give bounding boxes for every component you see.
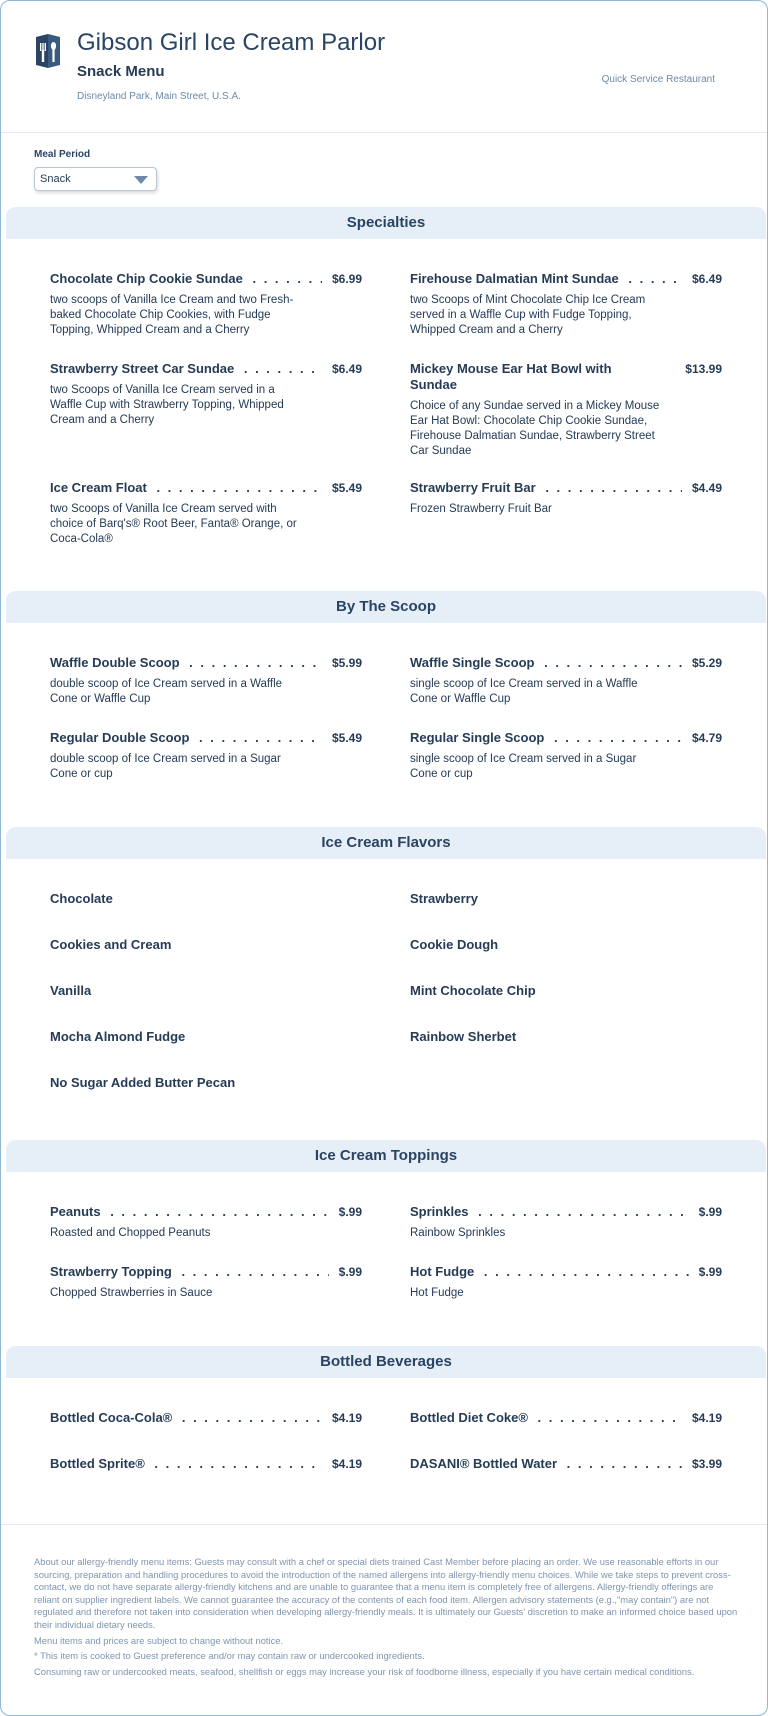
menu-type-title: Snack Menu (77, 63, 165, 80)
restaurant-location: Disneyland Park, Main Street, U.S.A. (77, 91, 241, 102)
menu-item (50, 1204, 362, 1241)
menu-item-description: Choice of any Sundae served in a Mickey Mouse Ear Hat Bowl: Chocolate Chip Cookie Sundae, Firehouse Dalmatian Sundae, Strawberry Street Car Sundae (410, 400, 660, 457)
menu-item-name: DASANI® Bottled Water (410, 1456, 561, 1471)
menu-item-price: $3.99 (691, 1457, 722, 1471)
menu-item-price: $4.79 (691, 731, 722, 745)
menu-item-description: single scoop of Ice Cream served in a Waffle Cone or Waffle Cup (410, 678, 638, 705)
meal-period-select[interactable] (34, 167, 157, 191)
menu-item-price: $5.99 (331, 656, 362, 670)
menu-item-price: $13.99 (685, 362, 722, 376)
menu-item-price: $.99 (698, 1265, 722, 1279)
meal-period-label: Meal Period (34, 149, 91, 160)
flavor-item: Mocha Almond Fudge (50, 1029, 186, 1044)
menu-item (50, 480, 362, 547)
menu-item-price: $4.19 (691, 1411, 722, 1425)
chevron-down-icon (134, 176, 148, 184)
menu-item-description: two Scoops of Mint Chocolate Chip Ice Cream served in a Waffle Cup with Fudge Topping, Whipped Cream and a Cherry (410, 294, 646, 336)
footer-divider (1, 1524, 767, 1525)
flavor-item: Vanilla (50, 983, 92, 998)
menu-item-price: $.99 (698, 1205, 722, 1219)
menu-item-name: Chocolate Chip Cookie Sundae (50, 271, 247, 286)
menu-item (50, 730, 362, 782)
menu-item-name: Waffle Single Scoop (410, 655, 538, 670)
menu-item-name: Hot Fudge (410, 1264, 478, 1279)
menu-item-name: Waffle Double Scoop (50, 655, 184, 670)
menu-item (50, 361, 362, 428)
menu-item-price: $4.19 (331, 1411, 362, 1425)
menu-item-name: Regular Single Scoop (410, 730, 548, 745)
menu-item (50, 1264, 362, 1301)
allergy-note: About our allergy-friendly menu items: Guests may consult with a chef or special diets trained Cast Member before placing an order. We use reasonable efforts in our sourcing, preparation and handling procedures to avoid the introduction of the named allergens into allergy-friendly menu choices. While we take steps to prevent cross-contact, we do not have separate allergy-friendly kitchens and are unable to guarantee that a menu item is completely free of allergens. Allergy-friendly offerings are reliant on supplier ingredient labels. We cannot guarantee the accuracy of the contents of each food item. Allergen advisory statements (e.g.,"may contain") are not regulated and therefore not taken into consideration when developing allergy-friendly meals. It is ultimately our Guests' discretion to make an informed choice based upon their individual dietary needs. (34, 1556, 738, 1630)
flavor-item: Cookies and Cream (50, 937, 172, 952)
menu-item-price: $.99 (338, 1265, 362, 1279)
section-header-ice-cream-toppings: Ice Cream Toppings (6, 1140, 766, 1172)
raw-food-warning: Consuming raw or undercooked meats, seafood, shellfish or eggs may increase your risk of foodborne illness, especially if you have certain medical conditions. (34, 1665, 695, 1677)
menu-item (410, 730, 722, 782)
menu-item (410, 1410, 722, 1426)
menu-item (410, 1264, 722, 1301)
flavor-item: Cookie Dough (410, 937, 499, 952)
menu-item-name: Bottled Sprite® (50, 1456, 149, 1471)
flavor-item: Mint Chocolate Chip (410, 983, 536, 998)
menu-item (50, 1456, 362, 1472)
menu-item-name: Regular Double Scoop (50, 730, 193, 745)
price-change-note: Menu items and prices are subject to change without notice. (34, 1634, 284, 1646)
menu-item-name: Strawberry Fruit Bar (410, 480, 540, 495)
menu-item-name: Bottled Diet Coke® (410, 1410, 532, 1425)
menu-item-name: Sprinkles (410, 1204, 473, 1219)
meal-period-selected-value: Snack (40, 173, 71, 185)
menu-item-description: double scoop of Ice Cream served in a Sugar Cone or cup (50, 753, 281, 780)
menu-item-description: single scoop of Ice Cream served in a Sugar Cone or cup (410, 753, 637, 780)
menu-item (410, 271, 722, 338)
section-header-bottled-beverages: Bottled Beverages (6, 1346, 766, 1378)
menu-item-name: Bottled Coca-Cola® (50, 1410, 176, 1425)
restaurant-name: Gibson Girl Ice Cream Parlor (77, 29, 386, 56)
menu-item-description: two scoops of Vanilla Ice Cream and two Fresh-baked Chocolate Chip Cookies, with Fudge Topping, Whipped Cream and a Cherry (50, 294, 294, 336)
section-header-ice-cream-flavors: Ice Cream Flavors (6, 827, 766, 859)
menu-item-description: Hot Fudge (410, 1287, 464, 1299)
menu-item-price: $6.99 (331, 272, 362, 286)
menu-item (50, 655, 362, 707)
footer-notes (34, 1556, 739, 1681)
menu-item-description: Chopped Strawberries in Sauce (50, 1287, 213, 1299)
menu-item-description: Rainbow Sprinkles (410, 1227, 506, 1239)
menu-item-description: Frozen Strawberry Fruit Bar (410, 503, 552, 515)
menu-item-price: $5.49 (331, 481, 362, 495)
menu-item (410, 361, 722, 459)
menu-item-name: Strawberry Street Car Sundae (50, 361, 238, 376)
menu-item-price: $5.29 (691, 656, 722, 670)
menu-item (410, 1204, 722, 1241)
cooked-to-preference-note: * This item is cooked to Guest preference and/or may contain raw or undercooked ingredients. (34, 1650, 425, 1662)
menu-book-utensils-icon (34, 33, 62, 69)
menu-item-price: $4.19 (331, 1457, 362, 1471)
menu-item-price: $.99 (338, 1205, 362, 1219)
menu-item-price: $5.49 (331, 731, 362, 745)
menu-item-name: Firehouse Dalmatian Mint Sundae (410, 271, 623, 286)
section-header-specialties: Specialties (6, 207, 766, 239)
menu-item-name: Peanuts (50, 1204, 105, 1219)
menu-item (410, 1456, 722, 1472)
menu-item-description: double scoop of Ice Cream served in a Waffle Cone or Waffle Cup (50, 678, 283, 705)
menu-item-description: two Scoops of Vanilla Ice Cream served with choice of Barq's® Root Beer, Fanta® Orange, or Coca-Cola® (50, 503, 297, 545)
section-header-by-the-scoop: By The Scoop (6, 591, 766, 623)
flavor-item: Rainbow Sherbet (410, 1029, 517, 1044)
menu-item-description: Roasted and Chopped Peanuts (50, 1227, 211, 1239)
service-type-label: Quick Service Restaurant (601, 74, 715, 85)
menu-item-price: $6.49 (691, 272, 722, 286)
menu-item-price: $4.49 (691, 481, 722, 495)
menu-item-description: two Scoops of Vanilla Ice Cream served in a Waffle Cup with Strawberry Topping, Whipped Cream and a Cherry (50, 384, 284, 426)
menu-item-price: $6.49 (331, 362, 362, 376)
menu-item (410, 480, 722, 517)
menu-item (50, 1410, 362, 1426)
flavor-item: No Sugar Added Butter Pecan (50, 1075, 236, 1090)
flavor-item: Strawberry (410, 891, 478, 906)
menu-item (410, 655, 722, 707)
flavor-item: Chocolate (50, 891, 113, 906)
restaurant-header (1, 1, 767, 133)
menu-item-name: Mickey Mouse Ear Hat Bowl with Sundae (410, 361, 612, 392)
menu-item-name: Strawberry Topping (50, 1264, 176, 1279)
menu-item (50, 271, 362, 338)
menu-item-name: Ice Cream Float (50, 480, 151, 495)
